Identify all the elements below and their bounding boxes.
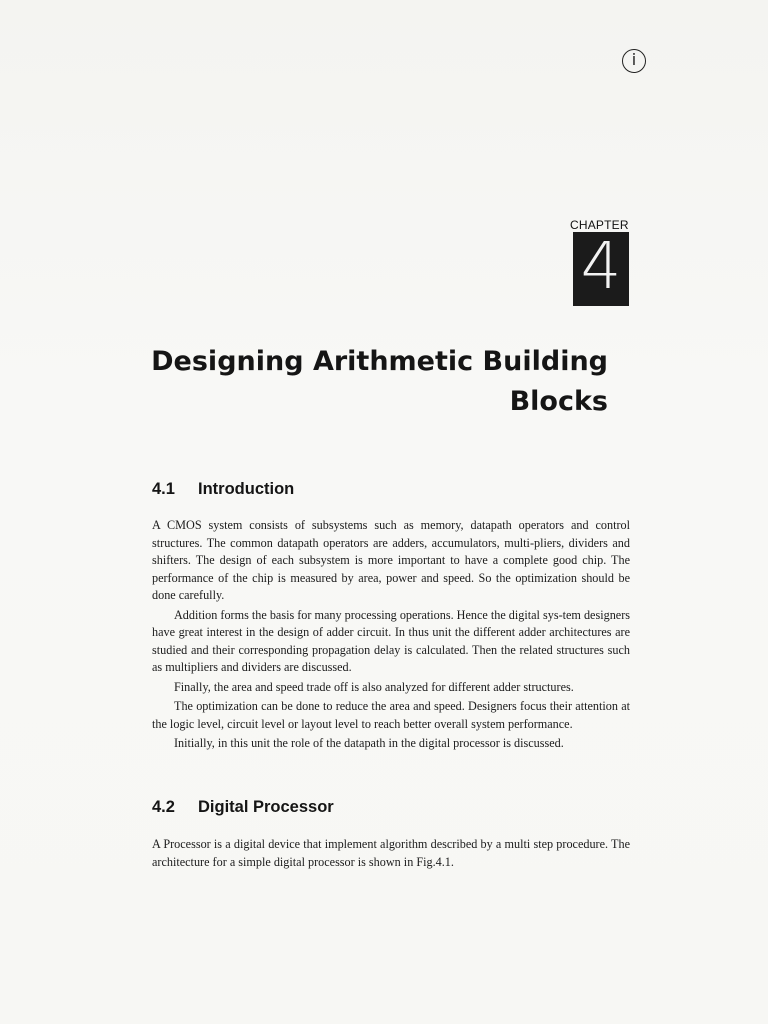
paragraph: Initially, in this unit the role of the datapath in the digital processor is discussed.	[174, 736, 564, 750]
chapter-number: 4	[580, 230, 622, 304]
section-title: Introduction	[198, 480, 295, 498]
paragraph: A CMOS system consists of subsystems such as memory, datapath operators and control structures. The common datapath operators are adders, accumulators, multi-pliers, dividers and shifters. The design of each subsystem is more important to have a complete good chip. The performance of the chip is measured by area, power and speed. So the optimization should be done carefully.	[152, 518, 630, 602]
introduction-body	[152, 517, 630, 753]
digital-processor-body	[152, 836, 630, 871]
chapter-title	[150, 342, 608, 422]
chapter-title-line-2: Blocks	[509, 386, 608, 417]
handwritten-page-mark	[622, 48, 646, 74]
section-title: Digital Processor	[198, 798, 334, 816]
chapter-number-box	[573, 232, 629, 306]
chapter-label: CHAPTER	[570, 218, 629, 232]
section-number: 4.2	[152, 798, 175, 816]
section-heading-digital-processor	[152, 798, 334, 817]
paragraph: Addition forms the basis for many processing operations. Hence the digital sys-tem designers have great interest in the design of adder circuit. In thus unit the different adder architectures are studied and their corresponding propagation delay is calculated. Then the related structures such as multipliers and dividers are discussed.	[152, 607, 630, 674]
chapter-title-line-1: Designing Arithmetic Building	[151, 346, 608, 377]
page-mark-number: i	[631, 50, 637, 69]
section-number: 4.1	[152, 480, 175, 498]
paragraph: Finally, the area and speed trade off is also analyzed for different adder structures.	[174, 679, 574, 694]
paragraph: The optimization can be done to reduce the area and speed. Designers focus their attention at the logic level, circuit level or layout level to reach better overall system performance.	[152, 699, 630, 731]
paragraph: A Processor is a digital device that implement algorithm described by a multi step procedure. The architecture for a simple digital processor is shown in Fig.4.1.	[152, 837, 630, 869]
section-heading-introduction	[152, 480, 294, 499]
